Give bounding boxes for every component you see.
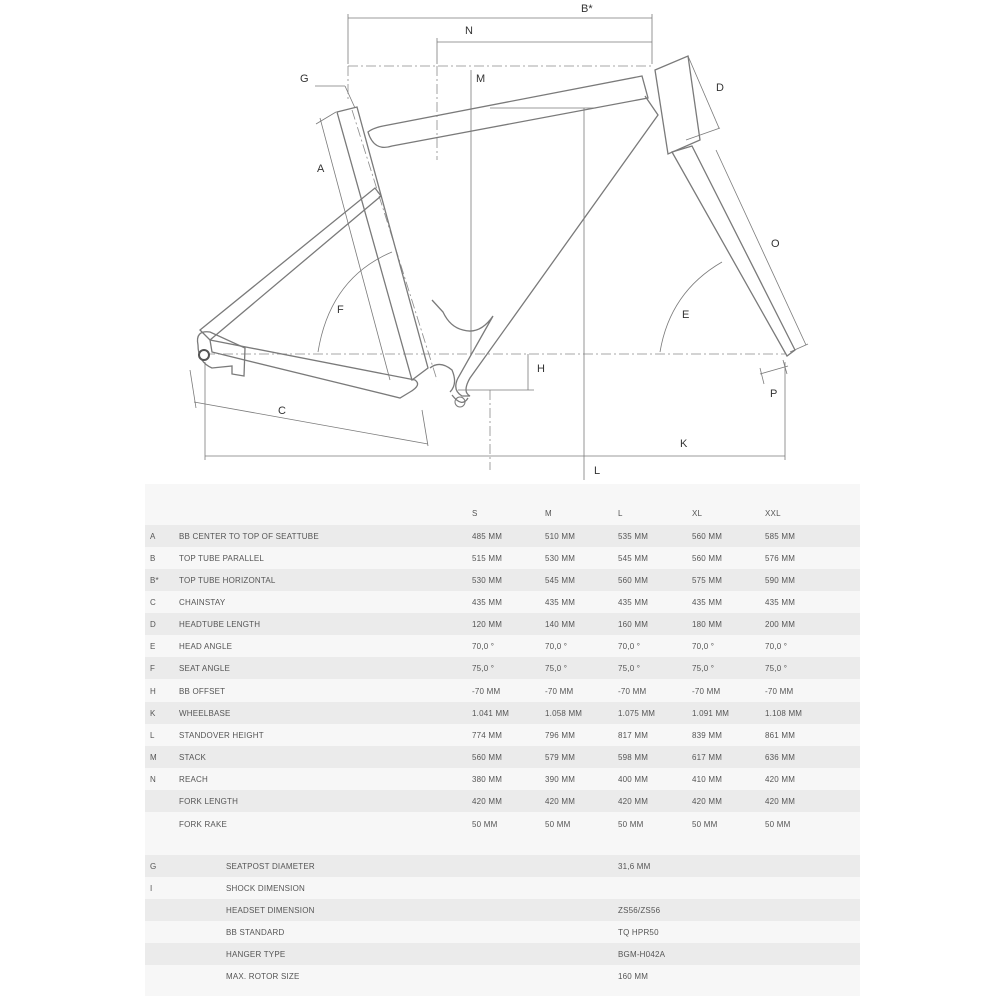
table-row	[145, 547, 860, 569]
value-l: 75,0 °	[618, 664, 641, 673]
value-m: 390 MM	[545, 775, 576, 784]
value-l: 400 MM	[618, 775, 649, 784]
value-s: 1.041 MM	[472, 709, 510, 718]
value-xxl: 585 MM	[765, 532, 796, 541]
size-header-xxl: XXL	[765, 509, 781, 518]
spec-row	[145, 899, 860, 921]
head-tube	[655, 56, 700, 154]
geometry-table	[145, 484, 860, 996]
row-code: C	[150, 598, 156, 607]
label-g: G	[300, 73, 309, 85]
value-l: 817 MM	[618, 731, 649, 740]
spec-value: 31,6 MM	[618, 862, 651, 871]
value-xl: 560 MM	[692, 554, 723, 563]
value-l: 70,0 °	[618, 642, 641, 651]
table-row	[145, 657, 860, 679]
row-label: HEADTUBE LENGTH	[179, 620, 261, 629]
value-s: 120 MM	[472, 620, 503, 629]
row-label: STACK	[179, 753, 207, 762]
value-l: 420 MM	[618, 797, 649, 806]
row-label: REACH	[179, 775, 209, 784]
value-m: 545 MM	[545, 576, 576, 585]
value-s: 75,0 °	[472, 664, 495, 673]
label-l: L	[594, 465, 601, 477]
spec-value: ZS56/ZS56	[618, 906, 661, 915]
value-xl: 560 MM	[692, 532, 723, 541]
down-tube	[432, 96, 658, 396]
value-m: 530 MM	[545, 554, 576, 563]
value-m: 796 MM	[545, 731, 576, 740]
value-s: 530 MM	[472, 576, 503, 585]
value-xl: 435 MM	[692, 598, 723, 607]
frame-geometry-diagram	[0, 0, 1000, 480]
spec-code: I	[150, 884, 153, 893]
table-row	[145, 635, 860, 657]
label-c: C	[278, 405, 286, 417]
value-s: 560 MM	[472, 753, 503, 762]
table-row	[145, 746, 860, 768]
table-row	[145, 569, 860, 591]
value-xxl: 435 MM	[765, 598, 796, 607]
value-l: 1.075 MM	[618, 709, 656, 718]
spec-row	[145, 943, 860, 965]
spec-label: SHOCK DIMENSION	[226, 884, 306, 893]
value-m: 1.058 MM	[545, 709, 583, 718]
value-l: 160 MM	[618, 620, 649, 629]
value-m: 579 MM	[545, 753, 576, 762]
value-s: 515 MM	[472, 554, 503, 563]
row-code: F	[150, 664, 156, 673]
value-xl: 839 MM	[692, 731, 723, 740]
value-s: 50 MM	[472, 820, 498, 829]
row-code: A	[150, 532, 156, 541]
value-l: 435 MM	[618, 598, 649, 607]
value-m: 510 MM	[545, 532, 576, 541]
row-label: BB OFFSET	[179, 687, 226, 696]
row-label: TOP TUBE HORIZONTAL	[179, 576, 276, 585]
value-m: 420 MM	[545, 797, 576, 806]
value-xxl: 576 MM	[765, 554, 796, 563]
value-s: 435 MM	[472, 598, 503, 607]
value-l: 598 MM	[618, 753, 649, 762]
label-b-star: B*	[581, 3, 593, 15]
table-row	[145, 724, 860, 746]
spec-label: MAX. ROTOR SIZE	[226, 972, 300, 981]
value-s: 70,0 °	[472, 642, 495, 651]
value-l: 50 MM	[618, 820, 644, 829]
value-xxl: 420 MM	[765, 775, 796, 784]
label-f: F	[337, 304, 344, 316]
label-o: O	[771, 238, 780, 250]
row-code: K	[150, 709, 156, 718]
label-a: A	[317, 163, 325, 175]
size-header-s: S	[472, 509, 478, 518]
table-row	[145, 813, 860, 835]
value-xxl: -70 MM	[765, 687, 794, 696]
value-m: 70,0 °	[545, 642, 568, 651]
value-xl: 50 MM	[692, 820, 718, 829]
label-k: K	[680, 438, 688, 450]
label-e: E	[682, 309, 690, 321]
size-header-m: M	[545, 509, 552, 518]
value-xxl: 200 MM	[765, 620, 796, 629]
row-code: L	[150, 731, 155, 740]
dimension-labels	[278, 3, 780, 477]
value-xxl: 420 MM	[765, 797, 796, 806]
value-l: 545 MM	[618, 554, 649, 563]
row-label: WHEELBASE	[179, 709, 231, 718]
spec-code: G	[150, 862, 157, 871]
chain-stay	[210, 340, 418, 398]
value-xxl: 590 MM	[765, 576, 796, 585]
row-code: M	[150, 753, 157, 762]
row-code: B*	[150, 576, 159, 585]
value-xxl: 636 MM	[765, 753, 796, 762]
value-xl: -70 MM	[692, 687, 721, 696]
spec-value: TQ HPR50	[618, 928, 659, 937]
value-l: -70 MM	[618, 687, 647, 696]
table-row	[145, 790, 860, 812]
value-xxl: 70,0 °	[765, 642, 788, 651]
seat-stay	[200, 188, 381, 340]
row-label: STANDOVER HEIGHT	[179, 731, 264, 740]
value-s: 380 MM	[472, 775, 503, 784]
value-m: 140 MM	[545, 620, 576, 629]
value-l: 560 MM	[618, 576, 649, 585]
value-l: 535 MM	[618, 532, 649, 541]
row-label: FORK LENGTH	[179, 797, 239, 806]
value-xxl: 75,0 °	[765, 664, 788, 673]
value-m: 435 MM	[545, 598, 576, 607]
label-d: D	[716, 82, 724, 94]
row-label: TOP TUBE PARALLEL	[179, 554, 265, 563]
value-m: 75,0 °	[545, 664, 568, 673]
row-label: SEAT ANGLE	[179, 664, 231, 673]
spec-row	[145, 877, 860, 899]
value-s: 485 MM	[472, 532, 503, 541]
size-header-xl: XL	[692, 509, 703, 518]
value-m: 50 MM	[545, 820, 571, 829]
value-xxl: 1.108 MM	[765, 709, 803, 718]
table-row	[145, 525, 860, 547]
spec-label: HANGER TYPE	[226, 950, 286, 959]
value-xxl: 861 MM	[765, 731, 796, 740]
label-n: N	[465, 25, 473, 37]
size-header-l: L	[618, 509, 623, 518]
seat-tube	[337, 107, 428, 380]
spec-value: BGM-H042A	[618, 950, 666, 959]
spec-label: BB STANDARD	[226, 928, 285, 937]
spec-row	[145, 921, 860, 943]
value-xl: 617 MM	[692, 753, 723, 762]
value-xl: 180 MM	[692, 620, 723, 629]
label-p: P	[770, 388, 778, 400]
fork	[672, 146, 795, 356]
value-s: -70 MM	[472, 687, 501, 696]
value-m: -70 MM	[545, 687, 574, 696]
value-xl: 575 MM	[692, 576, 723, 585]
value-xl: 70,0 °	[692, 642, 715, 651]
value-xl: 1.091 MM	[692, 709, 730, 718]
row-code: D	[150, 620, 156, 629]
table-row	[145, 591, 860, 613]
spec-label: HEADSET DIMENSION	[226, 906, 315, 915]
row-code: N	[150, 775, 156, 784]
table-row	[145, 680, 860, 702]
spec-label: SEATPOST DIAMETER	[226, 862, 315, 871]
row-code: B	[150, 554, 156, 563]
table-row	[145, 768, 860, 790]
table-header-row	[145, 502, 860, 524]
value-s: 774 MM	[472, 731, 503, 740]
row-label: CHAINSTAY	[179, 598, 226, 607]
row-code: H	[150, 687, 156, 696]
value-xl: 410 MM	[692, 775, 723, 784]
spec-row	[145, 965, 860, 987]
value-xl: 75,0 °	[692, 664, 715, 673]
row-code: E	[150, 642, 156, 651]
value-xxl: 50 MM	[765, 820, 791, 829]
label-h: H	[537, 363, 545, 375]
spec-value: 160 MM	[618, 972, 649, 981]
value-xl: 420 MM	[692, 797, 723, 806]
row-label: HEAD ANGLE	[179, 642, 233, 651]
spec-row	[145, 855, 860, 877]
table-row	[145, 613, 860, 635]
value-s: 420 MM	[472, 797, 503, 806]
top-tube	[368, 76, 648, 147]
table-row	[145, 702, 860, 724]
label-m: M	[476, 73, 486, 85]
row-label: BB CENTER TO TOP OF SEATTUBE	[179, 532, 319, 541]
row-label: FORK RAKE	[179, 820, 228, 829]
